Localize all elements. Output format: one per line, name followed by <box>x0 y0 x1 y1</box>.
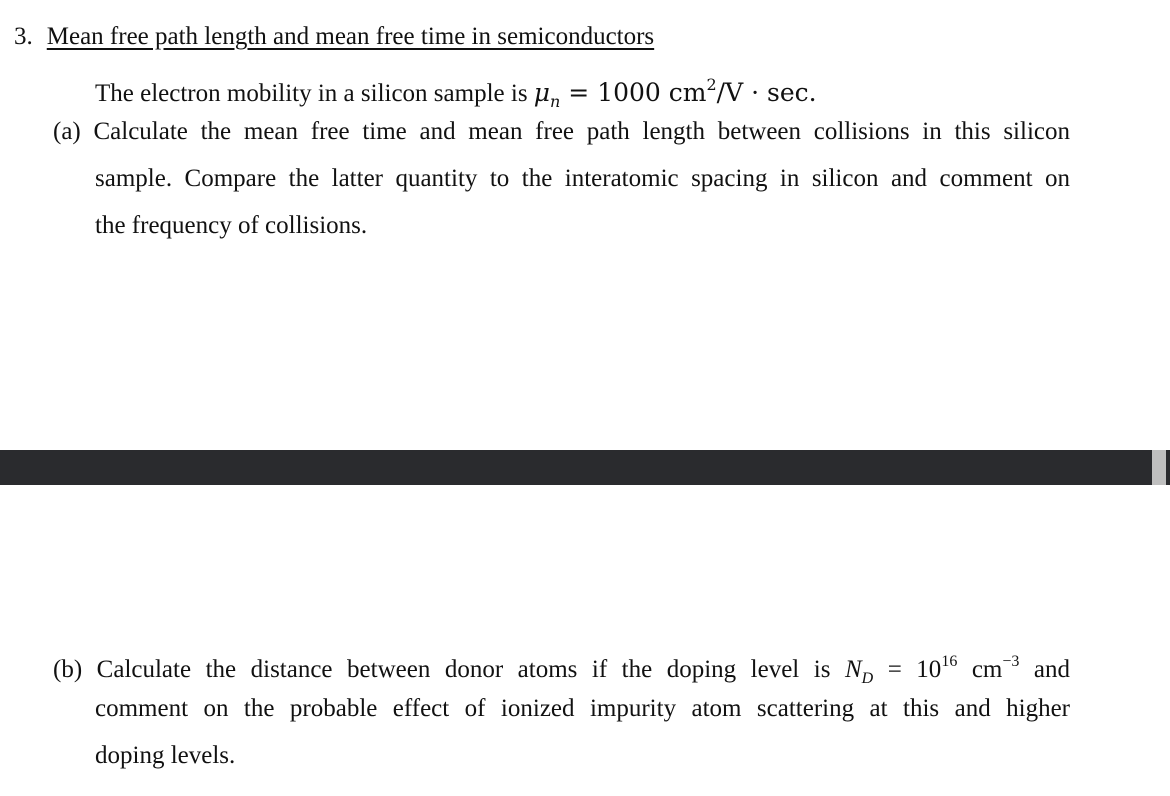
doping-unit-exponent: −3 <box>1002 653 1020 670</box>
mobility-unit-exponent: 2 <box>706 75 717 94</box>
problem-number: 3. <box>14 23 33 50</box>
part-b-tail: and <box>1019 656 1071 683</box>
part-b-text-1: Calculate the distance between donor atoms if the doping level is <box>96 656 845 683</box>
part-b-line-1 <box>53 647 1070 694</box>
doping-symbol: N <box>844 656 862 683</box>
part-b-line-3: doping levels. <box>95 742 236 769</box>
problem-title: Mean free path length and mean free time in semiconductors <box>46 23 655 50</box>
problem-title-line <box>14 22 654 52</box>
mobility-value: = 1000 cm <box>560 78 707 107</box>
intro-text: The electron mobility in a silicon sample is <box>95 80 534 107</box>
problem-intro <box>95 70 817 117</box>
part-b-line-2: comment on the probable effect of ionized impurity atom scattering at this and higher <box>95 695 1070 722</box>
part-a-text-1: Calculate the mean free time and mean free path length between collisions in this silicon <box>93 118 1070 145</box>
part-a-label: (a) <box>53 118 81 145</box>
doping-subscript: D <box>861 670 874 687</box>
mobility-formula <box>533 75 817 111</box>
part-a-line-3: the frequency of collisions. <box>95 212 368 239</box>
doping-formula <box>844 653 1020 687</box>
doping-unit: cm <box>957 656 1003 683</box>
doping-exponent: 16 <box>941 653 958 670</box>
scrollbar-thumb[interactable] <box>1152 450 1166 485</box>
part-a-line-2: sample. Compare the latter quantity to the interatomic spacing in silicon and comment on <box>95 165 1070 192</box>
doping-equals: = 10 <box>873 656 942 683</box>
part-b-label: (b) <box>53 656 83 683</box>
part-a-line-1 <box>53 117 1070 147</box>
mobility-unit: /V · sec. <box>716 78 817 107</box>
page-divider-bar <box>0 450 1170 485</box>
mobility-subscript: n <box>550 92 561 111</box>
mobility-symbol: μ <box>533 78 551 107</box>
